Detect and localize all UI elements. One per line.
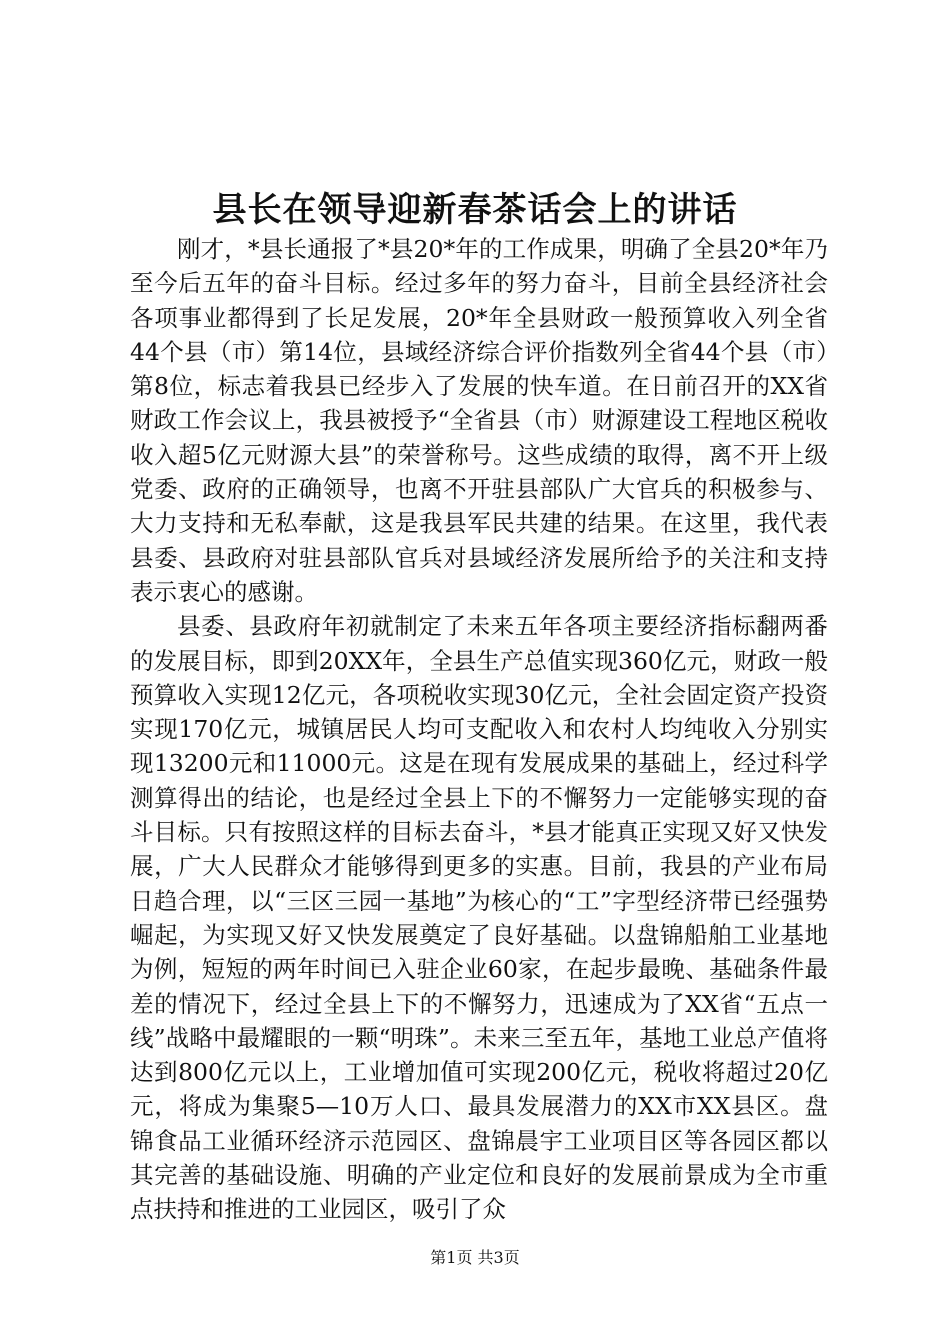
page-number: 第1页 共3页 — [430, 1248, 520, 1267]
paragraph: 刚才，*县长通报了*县20*年的工作成果，明确了全县20*年乃至今后五年的奋斗目标。经过多年的努力奋斗，目前全县经济社会各项事业都得到了长足发展，20*年全县财政一般预算收入列全省44个县（市）第14位，县域经济综合评价指数列全省44个县（市）第8位，标志着我县已经步入了发展的快车道。在日前召开的XX省财政工作会议上，我县被授予“全省县（市）财源建设工程地区税收收入超5亿元财源大县”的荣誉称号。这些成绩的取得，离不开上级党委、政府的正确领导，也离不开驻县部队广大官兵的积极参与、大力支持和无私奉献，这是我县军民共建的结果。在这里，我代表县委、县政府对驻县部队官兵对县域经济发展所给予的关注和支持表示衷心的感谢。 — [130, 235, 828, 606]
document-title: 县长在领导迎新春茶话会上的讲话 — [212, 190, 738, 230]
document-body — [130, 232, 828, 1227]
paragraph: 县委、县政府年初就制定了未来五年各项主要经济指标翻两番的发展目标，即到20XX年，全县生产总值实现360亿元，财政一般预算收入实现12亿元，各项税收实现30亿元，全社会固定资产投资实现170亿元，城镇居民人均可支配收入和农村人均纯收入分别实现13200元和11000元。这是在现有发展成果的基础上，经过科学测算得出的结论，也是经过全县上下的不懈努力一定能够实现的奋斗目标。只有按照这样的目标去奋斗，*县才能真正实现又好又快发展，广大人民群众才能够得到更多的实惠。目前，我县的产业布局日趋合理，以“三区三园一基地”为核心的“工”字型经济带已经强势崛起，为实现又好又快发展奠定了良好基础。以盘锦船舶工业基地为例，短短的两年时间已入驻企业60家，在起步最晚、基础条件最差的情况下，经过全县上下的不懈努力，迅速成为了XX省“五点一线”战略中最耀眼的一颗“明珠”。未来三至五年，基地工业总产值将达到800亿元以上，工业增加值可实现200亿元，税收将超过20亿元，将成为集聚5—10万人口、最具发展潜力的XX市XX县区。盘锦食品工业循环经济示范园区、盘锦晨宇工业项目区等各园区都以其完善的基础设施、明确的产业定位和良好的发展前景成为全市重点扶持和推进的工业园区，吸引了众 — [130, 612, 828, 1224]
